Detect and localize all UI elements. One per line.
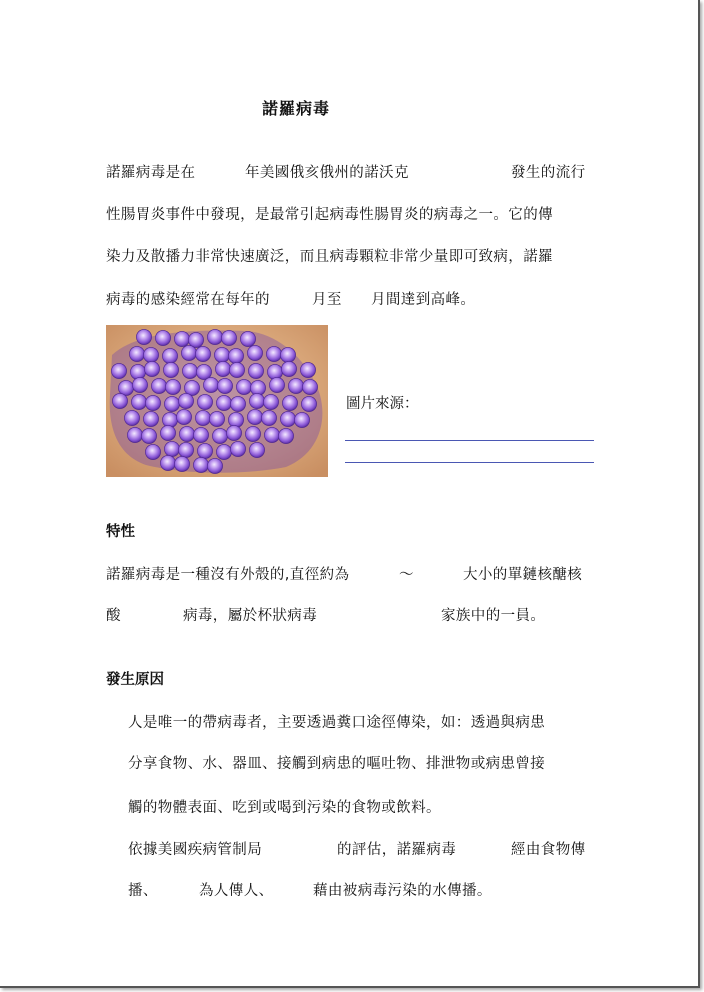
- virus-particle: [193, 427, 208, 442]
- virus-particle: [245, 426, 260, 441]
- virus-particle: [141, 428, 156, 443]
- traits-heading: 特性: [106, 524, 135, 540]
- intro-line-4a: 病毒的感染經常在每年的: [106, 292, 270, 308]
- causes-line-5c: 藉由被病毒污染的水傳播。: [313, 883, 492, 899]
- traits-line-1c: 大小的單鏈核醣核: [463, 567, 583, 583]
- virus-particle: [160, 455, 175, 470]
- virus-particle: [217, 378, 232, 393]
- virus-particle: [264, 427, 279, 442]
- causes-line-4a: 依據美國疾病管制局: [128, 842, 263, 858]
- virus-particle: [207, 458, 222, 473]
- image-source-rule-2: [345, 462, 594, 463]
- intro-line-1-part-b: 年美國俄亥俄州的諾沃克: [245, 165, 409, 181]
- virus-particle: [282, 395, 297, 410]
- virus-particle: [215, 361, 230, 376]
- image-source-caption: 圖片來源：: [346, 396, 419, 412]
- virus-particle: [294, 412, 309, 427]
- virus-particle: [195, 410, 210, 425]
- virus-particle: [127, 427, 142, 442]
- virus-particle: [229, 362, 244, 377]
- causes-heading: 發生原因: [106, 672, 164, 688]
- virus-particle: [263, 394, 278, 409]
- virus-particle: [162, 412, 177, 427]
- virus-particle: [302, 379, 317, 394]
- virus-particle: [249, 393, 264, 408]
- virus-particle: [181, 345, 196, 360]
- causes-line-1: 人是唯一的帶病毒者，主要透過糞口途徑傳染，如：透過與病患: [128, 715, 546, 731]
- virus-particle: [182, 363, 197, 378]
- virus-particle: [163, 362, 178, 377]
- virus-particle: [207, 329, 222, 344]
- virus-particle: [145, 444, 160, 459]
- virus-particle: [214, 347, 229, 362]
- virus-particle: [129, 346, 144, 361]
- virus-particle: [162, 348, 177, 363]
- intro-line-1-part-c: 發生的流行: [511, 165, 586, 181]
- virus-particle: [221, 330, 236, 345]
- intro-line-1b: [245, 161, 409, 182]
- virus-particle: [155, 330, 170, 345]
- virus-particle: [280, 411, 295, 426]
- virus-particle: [112, 393, 127, 408]
- intro-line-1: [106, 161, 195, 182]
- virus-particle: [197, 443, 212, 458]
- virus-particle: [197, 394, 212, 409]
- virus-particle: [203, 377, 218, 392]
- causes-line-3: 觸的物體表面、吃到或喝到污染的食物或飲料。: [128, 800, 441, 816]
- virus-particle: [124, 410, 139, 425]
- causes-line-4c: 經由食物傳: [511, 842, 586, 858]
- virus-particle: [267, 364, 282, 379]
- intro-line-4c: 月間達到高峰。: [371, 292, 476, 308]
- virus-particle: [261, 410, 276, 425]
- virus-particle: [174, 456, 189, 471]
- virus-particle: [288, 378, 303, 393]
- image-source-rule-1: [345, 440, 594, 441]
- virus-particle: [111, 363, 126, 378]
- norovirus-micrograph-image: [106, 325, 328, 477]
- virus-particle: [230, 441, 245, 456]
- virus-particle: [248, 363, 263, 378]
- virus-particle: [247, 409, 262, 424]
- virus-particle: [269, 377, 284, 392]
- virus-particle: [178, 442, 193, 457]
- intro-line-4b: 月至: [312, 292, 342, 308]
- virus-particle: [226, 425, 241, 440]
- virus-particle: [132, 377, 147, 392]
- causes-line-4b: 的評估，諾羅病毒: [337, 842, 457, 858]
- virus-particle: [247, 345, 262, 360]
- virus-particle: [131, 394, 146, 409]
- document-title: 諾羅病毒: [262, 99, 331, 118]
- virus-particle: [164, 441, 179, 456]
- virus-particle: [136, 329, 151, 344]
- traits-line-2c: 家族中的一員。: [441, 608, 546, 624]
- causes-line-5b: 為人傳人、: [199, 883, 274, 899]
- virus-particle: [195, 346, 210, 361]
- intro-line-2: 性腸胃炎事件中發現，是最常引起病毒性腸胃炎的病毒之一。它的傳: [106, 207, 553, 223]
- virus-particle: [176, 409, 191, 424]
- virus-particle: [216, 444, 231, 459]
- virus-particle: [236, 379, 251, 394]
- traits-line-2a: 酸: [106, 608, 121, 624]
- virus-particle: [301, 396, 316, 411]
- intro-line-1-part-a: 諾羅病毒是在: [106, 165, 196, 181]
- virus-particle: [300, 362, 315, 377]
- virus-particle: [178, 393, 193, 408]
- virus-particle: [151, 378, 166, 393]
- causes-line-5a: 播、: [128, 883, 158, 899]
- virus-particle: [280, 347, 295, 362]
- virus-particle: [164, 396, 179, 411]
- traits-line-1a: 諾羅病毒是一種沒有外殼的,直徑約為: [106, 567, 350, 583]
- virus-particle: [160, 425, 175, 440]
- traits-line-1b: ～: [399, 567, 414, 583]
- virus-particle: [145, 395, 160, 410]
- virus-particle: [130, 364, 145, 379]
- virus-particle: [174, 331, 189, 346]
- intro-line-3: 染力及散播力非常快速廣泛，而且病毒顆粒非常少量即可致病，諾羅: [106, 249, 553, 265]
- virus-particle: [165, 379, 180, 394]
- virus-particle: [143, 347, 158, 362]
- intro-line-1c: [511, 161, 586, 182]
- virus-particle: [249, 442, 264, 457]
- virus-particle: [179, 426, 194, 441]
- virus-particle: [144, 361, 159, 376]
- virus-particle: [193, 457, 208, 472]
- virus-particle: [266, 346, 281, 361]
- virus-particle: [209, 411, 224, 426]
- virus-particle: [278, 428, 293, 443]
- virus-particle: [230, 396, 245, 411]
- virus-particle: [281, 361, 296, 376]
- virus-particle: [228, 412, 243, 427]
- virus-particle: [240, 331, 255, 346]
- virus-particle: [228, 348, 243, 363]
- virus-particle: [143, 411, 158, 426]
- virus-particle: [216, 395, 231, 410]
- causes-line-2: 分享食物、水、器皿、接觸到病患的嘔吐物、排泄物或病患曾接: [128, 756, 546, 772]
- virus-particle: [212, 428, 227, 443]
- traits-line-2b: 病毒，屬於杯狀病毒: [183, 608, 318, 624]
